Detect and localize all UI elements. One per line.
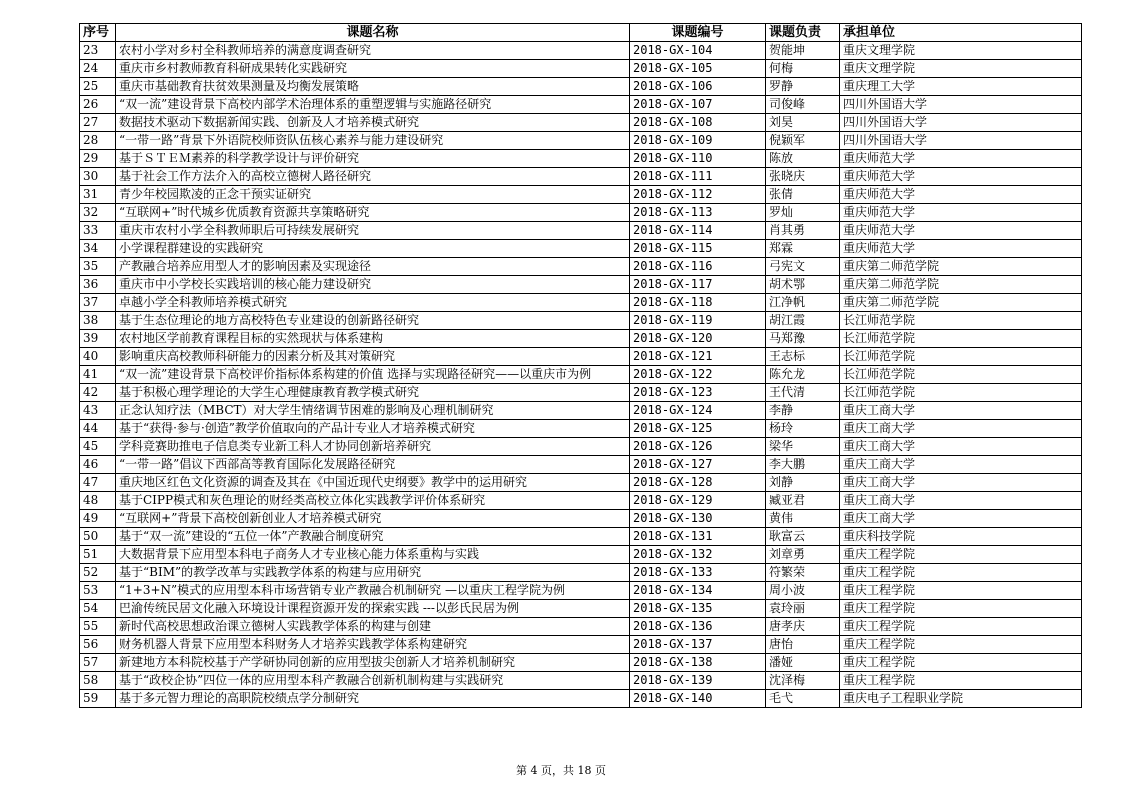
row-index: 51	[80, 546, 116, 564]
row-leader: 江净帆	[766, 294, 840, 312]
row-unit: 重庆文理学院	[840, 60, 1082, 78]
row-title: 基于ＳＴＥＭ素养的科学教学设计与评价研究	[116, 150, 630, 168]
row-title: 数据技术驱动下数据新闻实践、创新及人才培养模式研究	[116, 114, 630, 132]
header-leader: 课题负责	[766, 24, 840, 42]
row-unit: 重庆师范大学	[840, 204, 1082, 222]
row-code: 2018-GX-115	[630, 240, 766, 258]
row-index: 27	[80, 114, 116, 132]
row-code: 2018-GX-124	[630, 402, 766, 420]
row-code: 2018-GX-129	[630, 492, 766, 510]
row-index: 31	[80, 186, 116, 204]
row-code: 2018-GX-139	[630, 672, 766, 690]
row-index: 46	[80, 456, 116, 474]
row-code: 2018-GX-118	[630, 294, 766, 312]
row-code: 2018-GX-105	[630, 60, 766, 78]
row-code: 2018-GX-131	[630, 528, 766, 546]
row-title: 重庆市乡村教师教育科研成果转化实践研究	[116, 60, 630, 78]
table-row	[80, 618, 1082, 636]
row-unit: 四川外国语大学	[840, 132, 1082, 150]
header-unit: 承担单位	[840, 24, 1082, 42]
row-unit: 重庆师范大学	[840, 168, 1082, 186]
row-code: 2018-GX-132	[630, 546, 766, 564]
row-title: 学科竞赛助推电子信息类专业新工科人才协同创新培养研究	[116, 438, 630, 456]
row-index: 29	[80, 150, 116, 168]
row-code: 2018-GX-114	[630, 222, 766, 240]
row-unit: 重庆工程学院	[840, 618, 1082, 636]
row-leader: 唐孝庆	[766, 618, 840, 636]
row-title: 小学课程群建设的实践研究	[116, 240, 630, 258]
row-title: 大数据背景下应用型本科电子商务人才专业核心能力体系重构与实践	[116, 546, 630, 564]
row-unit: 长江师范学院	[840, 366, 1082, 384]
row-index: 24	[80, 60, 116, 78]
row-code: 2018-GX-117	[630, 276, 766, 294]
table-row	[80, 312, 1082, 330]
row-index: 52	[80, 564, 116, 582]
row-unit: 四川外国语大学	[840, 96, 1082, 114]
row-code: 2018-GX-136	[630, 618, 766, 636]
row-unit: 长江师范学院	[840, 330, 1082, 348]
table-row	[80, 42, 1082, 60]
row-title: “一带一路”背景下外语院校师资队伍核心素养与能力建设研究	[116, 132, 630, 150]
row-unit: 重庆第二师范学院	[840, 294, 1082, 312]
row-title: “1+3+N”模式的应用型本科市场营销专业产教融合机制研究 —以重庆工程学院为例	[116, 582, 630, 600]
row-index: 43	[80, 402, 116, 420]
row-title: 基于CIPP模式和灰色理论的财经类高校立体化实践教学评价体系研究	[116, 492, 630, 510]
row-unit: 重庆理工大学	[840, 78, 1082, 96]
header-code: 课题编号	[630, 24, 766, 42]
table-row	[80, 330, 1082, 348]
row-index: 48	[80, 492, 116, 510]
row-title: 影响重庆高校教师科研能力的因素分析及其对策研究	[116, 348, 630, 366]
row-title: “一带一路”倡议下西部高等教育国际化发展路径研究	[116, 456, 630, 474]
row-index: 42	[80, 384, 116, 402]
row-leader: 刘昊	[766, 114, 840, 132]
row-title: 重庆市农村小学全科教师职后可持续发展研究	[116, 222, 630, 240]
row-leader: 杨玲	[766, 420, 840, 438]
row-code: 2018-GX-121	[630, 348, 766, 366]
row-title: “互联网+”背景下高校创新创业人才培养模式研究	[116, 510, 630, 528]
row-code: 2018-GX-134	[630, 582, 766, 600]
row-code: 2018-GX-130	[630, 510, 766, 528]
row-title: 基于生态位理论的地方高校特色专业建设的创新路径研究	[116, 312, 630, 330]
row-index: 33	[80, 222, 116, 240]
row-unit: 重庆第二师范学院	[840, 276, 1082, 294]
row-index: 36	[80, 276, 116, 294]
row-leader: 王代清	[766, 384, 840, 402]
row-leader: 符繁荣	[766, 564, 840, 582]
row-code: 2018-GX-123	[630, 384, 766, 402]
row-leader: 梁华	[766, 438, 840, 456]
row-unit: 长江师范学院	[840, 384, 1082, 402]
row-leader: 何梅	[766, 60, 840, 78]
table-row	[80, 96, 1082, 114]
row-title: 卓越小学全科教师培养模式研究	[116, 294, 630, 312]
row-title: 基于“获得·参与·创造”教学价值取向的产品计专业人才培养模式研究	[116, 420, 630, 438]
row-leader: 李大鹏	[766, 456, 840, 474]
row-code: 2018-GX-108	[630, 114, 766, 132]
table-row	[80, 510, 1082, 528]
row-unit: 重庆文理学院	[840, 42, 1082, 60]
row-unit: 四川外国语大学	[840, 114, 1082, 132]
table-row	[80, 582, 1082, 600]
row-leader: 李静	[766, 402, 840, 420]
row-code: 2018-GX-106	[630, 78, 766, 96]
row-leader: 耿富云	[766, 528, 840, 546]
row-code: 2018-GX-113	[630, 204, 766, 222]
row-leader: 黄伟	[766, 510, 840, 528]
row-title: 青少年校园欺凌的正念干预实证研究	[116, 186, 630, 204]
table-row	[80, 132, 1082, 150]
row-title: “双一流”建设背景下高校内部学术治理体系的重塑逻辑与实施路径研究	[116, 96, 630, 114]
table-row	[80, 348, 1082, 366]
row-unit: 重庆工商大学	[840, 420, 1082, 438]
table-row	[80, 78, 1082, 96]
row-title: “互联网+”时代城乡优质教育资源共享策略研究	[116, 204, 630, 222]
row-unit: 重庆师范大学	[840, 240, 1082, 258]
row-leader: 倪颖军	[766, 132, 840, 150]
table-row	[80, 150, 1082, 168]
table-row	[80, 294, 1082, 312]
table-row	[80, 168, 1082, 186]
row-index: 49	[80, 510, 116, 528]
row-index: 23	[80, 42, 116, 60]
row-index: 41	[80, 366, 116, 384]
row-code: 2018-GX-104	[630, 42, 766, 60]
row-unit: 重庆工商大学	[840, 438, 1082, 456]
row-code: 2018-GX-128	[630, 474, 766, 492]
row-code: 2018-GX-116	[630, 258, 766, 276]
row-index: 26	[80, 96, 116, 114]
row-code: 2018-GX-109	[630, 132, 766, 150]
row-leader: 马郑豫	[766, 330, 840, 348]
row-title: 农村地区学前教育课程目标的实然现状与体系建构	[116, 330, 630, 348]
row-leader: 刘静	[766, 474, 840, 492]
row-code: 2018-GX-125	[630, 420, 766, 438]
row-code: 2018-GX-140	[630, 690, 766, 708]
row-code: 2018-GX-120	[630, 330, 766, 348]
row-unit: 重庆工商大学	[840, 456, 1082, 474]
row-index: 50	[80, 528, 116, 546]
row-code: 2018-GX-126	[630, 438, 766, 456]
row-unit: 长江师范学院	[840, 312, 1082, 330]
row-title: 重庆市基础教育扶贫效果测量及均衡发展策略	[116, 78, 630, 96]
row-leader: 周小波	[766, 582, 840, 600]
table-row	[80, 420, 1082, 438]
table-row	[80, 402, 1082, 420]
table-row	[80, 474, 1082, 492]
table-row	[80, 564, 1082, 582]
row-unit: 重庆师范大学	[840, 150, 1082, 168]
row-leader: 罗灿	[766, 204, 840, 222]
row-unit: 重庆科技学院	[840, 528, 1082, 546]
row-unit: 重庆工程学院	[840, 654, 1082, 672]
row-leader: 贺能坤	[766, 42, 840, 60]
table-row	[80, 492, 1082, 510]
row-title: 产教融合培养应用型人才的影响因素及实现途径	[116, 258, 630, 276]
row-leader: 袁玲丽	[766, 600, 840, 618]
row-unit: 重庆师范大学	[840, 222, 1082, 240]
row-leader: 臧亚君	[766, 492, 840, 510]
row-unit: 重庆工程学院	[840, 600, 1082, 618]
row-title: 基于积极心理学理论的大学生心理健康教育教学模式研究	[116, 384, 630, 402]
row-title: 财务机器人背景下应用型本科财务人才培养实践教学体系构建研究	[116, 636, 630, 654]
row-unit: 长江师范学院	[840, 348, 1082, 366]
row-unit: 重庆工程学院	[840, 636, 1082, 654]
row-unit: 重庆第二师范学院	[840, 258, 1082, 276]
row-leader: 唐怡	[766, 636, 840, 654]
row-unit: 重庆工商大学	[840, 474, 1082, 492]
row-code: 2018-GX-133	[630, 564, 766, 582]
row-index: 54	[80, 600, 116, 618]
table-row	[80, 546, 1082, 564]
table-row	[80, 528, 1082, 546]
row-index: 44	[80, 420, 116, 438]
table-row	[80, 222, 1082, 240]
row-title: 基于“BIM”的教学改革与实践教学体系的构建与应用研究	[116, 564, 630, 582]
row-code: 2018-GX-122	[630, 366, 766, 384]
header-row	[80, 24, 1082, 42]
row-index: 58	[80, 672, 116, 690]
project-table	[79, 23, 1082, 708]
row-title: 基于社会工作方法介入的高校立德树人路径研究	[116, 168, 630, 186]
row-title: 基于多元智力理论的高职院校绩点学分制研究	[116, 690, 630, 708]
table-row	[80, 636, 1082, 654]
row-code: 2018-GX-135	[630, 600, 766, 618]
row-index: 39	[80, 330, 116, 348]
table-row	[80, 204, 1082, 222]
row-leader: 毛弋	[766, 690, 840, 708]
row-title: 重庆市中小学校长实践培训的核心能力建设研究	[116, 276, 630, 294]
row-leader: 胡江霞	[766, 312, 840, 330]
table-row	[80, 654, 1082, 672]
row-index: 57	[80, 654, 116, 672]
row-leader: 刘章勇	[766, 546, 840, 564]
row-leader: 郑霖	[766, 240, 840, 258]
row-title: 农村小学对乡村全科教师培养的满意度调查研究	[116, 42, 630, 60]
table-row	[80, 114, 1082, 132]
row-title: 新建地方本科院校基于产学研协同创新的应用型拔尖创新人才培养机制研究	[116, 654, 630, 672]
row-leader: 陈允龙	[766, 366, 840, 384]
table-row	[80, 186, 1082, 204]
row-unit: 重庆工商大学	[840, 510, 1082, 528]
row-unit: 重庆工程学院	[840, 546, 1082, 564]
table-row	[80, 366, 1082, 384]
row-code: 2018-GX-119	[630, 312, 766, 330]
row-title: 巴渝传统民居文化融入环境设计课程资源开发的探索实践 ---以彭氏民居为例	[116, 600, 630, 618]
row-code: 2018-GX-107	[630, 96, 766, 114]
row-title: 基于“双一流”建设的“五位一体”产教融合制度研究	[116, 528, 630, 546]
row-unit: 重庆电子工程职业学院	[840, 690, 1082, 708]
row-code: 2018-GX-112	[630, 186, 766, 204]
table-row	[80, 438, 1082, 456]
row-index: 40	[80, 348, 116, 366]
row-code: 2018-GX-110	[630, 150, 766, 168]
row-leader: 陈放	[766, 150, 840, 168]
row-title: 基于“政校企协”四位一体的应用型本科产教融合创新机制构建与实践研究	[116, 672, 630, 690]
row-code: 2018-GX-137	[630, 636, 766, 654]
row-unit: 重庆工商大学	[840, 402, 1082, 420]
header-title: 课题名称	[116, 24, 630, 42]
row-leader: 罗静	[766, 78, 840, 96]
page-footer: 第 4 页，共 18 页	[516, 764, 606, 777]
row-leader: 弓宪文	[766, 258, 840, 276]
table-row	[80, 60, 1082, 78]
row-leader: 张倩	[766, 186, 840, 204]
table-row	[80, 672, 1082, 690]
row-index: 34	[80, 240, 116, 258]
row-title: 重庆地区红色文化资源的调查及其在《中国近现代史纲要》教学中的运用研究	[116, 474, 630, 492]
row-index: 25	[80, 78, 116, 96]
header-index: 序号	[80, 24, 116, 42]
row-code: 2018-GX-111	[630, 168, 766, 186]
row-index: 47	[80, 474, 116, 492]
row-unit: 重庆工程学院	[840, 582, 1082, 600]
row-code: 2018-GX-127	[630, 456, 766, 474]
row-unit: 重庆工程学院	[840, 564, 1082, 582]
row-title: 正念认知疗法（MBCT）对大学生情绪调节困难的影响及心理机制研究	[116, 402, 630, 420]
row-index: 53	[80, 582, 116, 600]
row-leader: 沈泽梅	[766, 672, 840, 690]
row-title: “双一流”建设背景下高校评价指标体系构建的价值 选择与实现路径研究——以重庆市为例	[116, 366, 630, 384]
table-row	[80, 240, 1082, 258]
row-leader: 潘娅	[766, 654, 840, 672]
row-index: 59	[80, 690, 116, 708]
row-index: 30	[80, 168, 116, 186]
row-index: 55	[80, 618, 116, 636]
table-row	[80, 600, 1082, 618]
table-row	[80, 690, 1082, 708]
row-index: 28	[80, 132, 116, 150]
row-index: 56	[80, 636, 116, 654]
row-unit: 重庆工程学院	[840, 672, 1082, 690]
row-unit: 重庆师范大学	[840, 186, 1082, 204]
table-row	[80, 456, 1082, 474]
row-index: 45	[80, 438, 116, 456]
row-index: 38	[80, 312, 116, 330]
row-leader: 张晓庆	[766, 168, 840, 186]
row-index: 35	[80, 258, 116, 276]
row-title: 新时代高校思想政治课立德树人实践教学体系的构建与创建	[116, 618, 630, 636]
row-leader: 王志标	[766, 348, 840, 366]
row-index: 32	[80, 204, 116, 222]
row-leader: 胡术鄂	[766, 276, 840, 294]
row-leader: 司俊峰	[766, 96, 840, 114]
table-row	[80, 258, 1082, 276]
row-code: 2018-GX-138	[630, 654, 766, 672]
table-row	[80, 276, 1082, 294]
row-unit: 重庆工商大学	[840, 492, 1082, 510]
table-row	[80, 384, 1082, 402]
row-index: 37	[80, 294, 116, 312]
row-leader: 肖其勇	[766, 222, 840, 240]
